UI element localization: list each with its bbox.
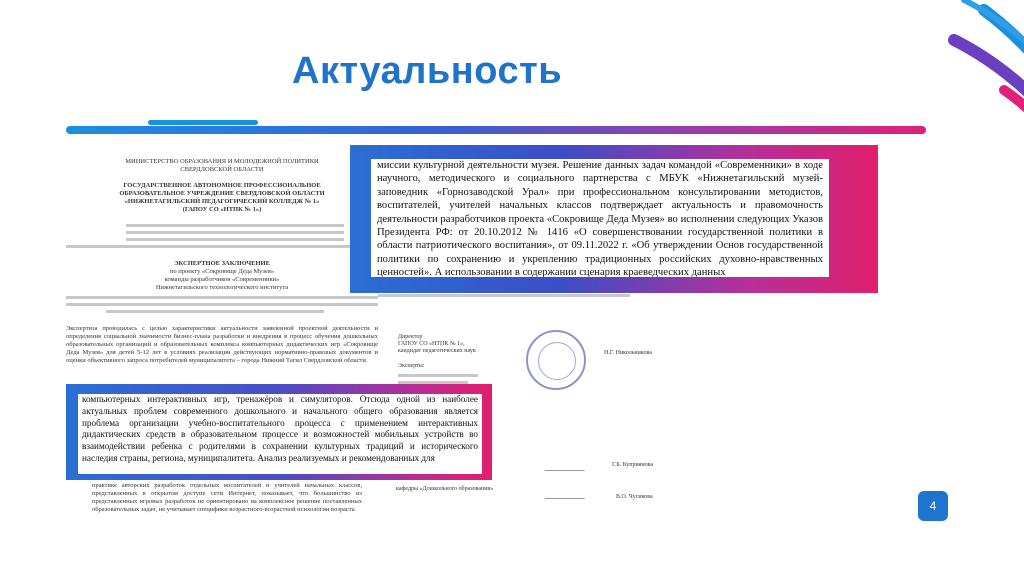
- director-label: Директор: [398, 334, 423, 340]
- page-number-badge: 4: [918, 491, 948, 521]
- director-signature-block: [398, 334, 508, 388]
- doc-line: [66, 296, 378, 299]
- doc-body: Экспертиза проводилась с целью характеристики актуальности заявленной проектной деятельности и определения социальной значимости бизнес-плана разработки и внедрения в процесс обучения дошкольных образовательных организаций и образовательных комплекса компьютерных дидактических игр «Сокровище Деда Музея» для детей 5-12 лет в условиях реализации действующих нормативно-правовых документов и оценки объективного запроса потребителей муниципалитета – города Нижний Тагил Свердловской области.: [66, 325, 378, 364]
- doc-header-line: «НИЖНЕТАГИЛЬСКИЙ ПЕДАГОГИЧЕСКИЙ КОЛЛЕДЖ № 1»: [124, 198, 320, 205]
- director-name: Н.Г. Никольникова: [604, 350, 652, 356]
- doc-header-line: ГОСУДАРСТВЕННОЕ АВТОНОМНОЕ ПРОФЕССИОНАЛЬНОЕ: [123, 182, 321, 189]
- document-bottom-text: практике авторских разработок отдельных воспитателей и учителей начальных классов, представленных в открытом доступе сети Интернет, показывает, что большинство из представленных игровых разработок не ориентировано на комплексное решение поставленных образовательных задач, не учитывает специфики возрастного-возрастной психологии возраста: [92, 482, 362, 513]
- experts-label: Эксперты:: [398, 363, 425, 369]
- highlight-frame-top: [350, 145, 878, 293]
- doc-header-line: МИНИСТЕРСТВО ОБРАЗОВАНИЯ И МОЛОДЕЖНОЙ ПОЛИТИКИ: [125, 158, 319, 165]
- doc-line: [106, 310, 324, 313]
- doc-subheading: команды разработчиков «Современники»: [164, 276, 280, 283]
- director-title: кандидат педагогических наук: [398, 348, 476, 354]
- expert2-role: кафедры «Дошкольного образования»: [396, 486, 494, 492]
- doc-address-line: [126, 231, 344, 234]
- stamp-seal: [526, 330, 586, 390]
- doc-line: [398, 374, 478, 377]
- accent-stripe-short: [148, 120, 258, 125]
- slide-title: Актуальность: [292, 50, 563, 92]
- accent-stripe: [66, 126, 926, 134]
- doc-subheading: по проекту «Сокровище Деда Музея»: [169, 268, 275, 275]
- expert-signature-1: [545, 452, 592, 471]
- doc-header-line: ОБРАЗОВАТЕЛЬНОЕ УЧРЕЖДЕНИЕ СВЕРДЛОВСКОЙ ОБЛАСТИ: [119, 190, 325, 197]
- doc-line: [378, 294, 630, 297]
- doc-line: [66, 303, 378, 306]
- expert-signature-2: [545, 480, 592, 499]
- highlight-text-top: миссии культурной деятельности музея. Решение данных задач командой «Современники» в ходе научного, методического и социального партнерства с МБУК «Нижнетагильский музей-заповедник «Горнозаводской Урал» при профессиональном консультировании методистов, воспитателей, учителей начальных классов подтверждает актуальность и правомочность деятельности разработчиков проекта «Сокровище Деда Музея» во исполнении следующих Указов Президента РФ: от 20.10.2012 № 1416 «О совершенствовании государственной политики в области патриотического воспитания», от 09.11.2022 г. «Об утверждении Основ государственной политики по сохранению и укреплению традиционных российских духовно-нравственных ценностей». А использовании в содержании сценария краеведческих данных: [371, 159, 829, 277]
- expert2-name: В.О. Чусикова: [616, 494, 653, 500]
- doc-address-line: [126, 238, 344, 241]
- expert1-name: Г.Б. Куприянова: [612, 462, 654, 468]
- doc-heading: ЭКСПЕРТНОЕ ЗАКЛЮЧЕНИЕ: [174, 260, 270, 267]
- highlight-frame-bottom: [66, 384, 492, 480]
- doc-address-line: [66, 245, 378, 248]
- doc-subheading: Нижнетагильского технологического института: [155, 284, 289, 291]
- doc-header-line: (ГАПОУ СО «НТПК № 1»): [182, 206, 262, 213]
- doc-header-line: СВЕРДЛОВСКОЙ ОБЛАСТИ: [180, 166, 264, 173]
- highlight-text-bottom: компьютерных интерактивных игр, тренажёров и симуляторов. Отсюда одной из наиболее актуальных проблем современного дошкольного и начального общего образования является проблема организации учебно-воспитательного процесса с применением интерактивных дидактических средств в образовательном процессе и возможностей мобильных устройств во взаимодействии ребенка с родителями в сохранении культурных традиций и исторического наследия страны, региона, муниципалитета. Анализ реализуемых и рекомендованных для: [78, 394, 482, 474]
- director-org: ГАПОУ СО «НТПК № 1»,: [398, 341, 465, 347]
- doc-address-line: [126, 224, 344, 227]
- decorative-shapes: [864, 0, 1024, 200]
